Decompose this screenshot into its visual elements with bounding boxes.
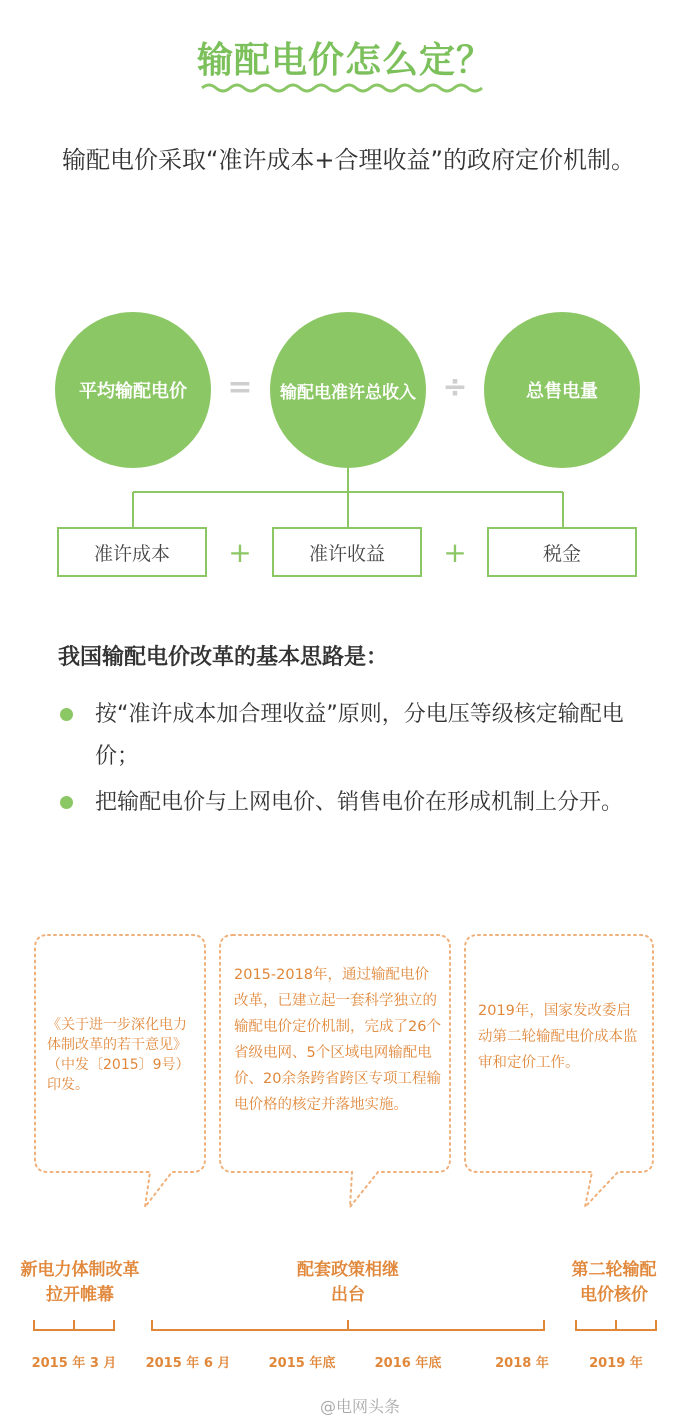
timeline-brackets [0,1310,690,1340]
box-allowed-return: 准许收益 [272,527,422,577]
bullet-item-1: 按“准许成本加合理收益”原则，分电压等级核定输配电价； [60,694,640,778]
page-title: 输配电价怎么定？ [196,40,493,81]
box-tax: 税金 [487,527,637,577]
bullet-dot-icon [60,708,73,721]
bubble-text-3: 2019年，国家发改委启动第二轮输配电价成本监审和定价工作。 [478,1003,638,1071]
divide-sign: ÷ [442,370,468,405]
title-wave-underline [200,80,490,96]
intro-text: 输配电价采取“准许成本+合理收益”的政府定价机制。 [62,146,635,174]
timeline-date-5: 2018 年 [495,1356,549,1371]
bullet-item-2: 把输配电价与上网电价、销售电价在形成机制上分开。 [60,782,640,824]
plus-sign-1: + [228,536,252,569]
bubble-text-1: 《关于进一步深化电力体制改革的若干意见》（中发〔2015〕9号）印发。 [47,1017,190,1093]
circle-average-price: 平均输配电价 [55,312,211,468]
timeline-date-2: 2015 年 6 月 [145,1356,231,1371]
timeline-stage-3: 第二轮输配电价核价 [571,1260,657,1305]
bubble-text-2: 2015-2018年，通过输配电价改革，已建立起一套科学独立的输配电价定价机制，完成了26个省级电网、5个区域电网输配电价、20余条跨省跨区专项工程输电价格的核定并落地实施。 [234,967,441,1113]
timeline-stage-2: 配套政策相继出台 [297,1260,399,1305]
bullet-dot-icon [60,796,73,809]
equals-sign: = [227,370,253,405]
timeline-stage-1: 新电力体制改革拉开帷幕 [20,1260,140,1305]
formula-connector-lines [0,460,690,530]
watermark: @电网头条 [320,1397,401,1416]
circle-total-revenue: 输配电准许总收入 [270,312,426,468]
timeline-date-1: 2015 年 3 月 [31,1356,117,1371]
timeline-date-6: 2019 年 [589,1356,643,1371]
circle-total-sales: 总售电量 [484,312,640,468]
section-title: 我国输配电价改革的基本思路是： [58,645,389,670]
box-allowed-cost: 准许成本 [57,527,207,577]
timeline-date-3: 2015 年底 [268,1356,336,1371]
plus-sign-2: + [443,536,467,569]
timeline-date-4: 2016 年底 [374,1356,442,1371]
